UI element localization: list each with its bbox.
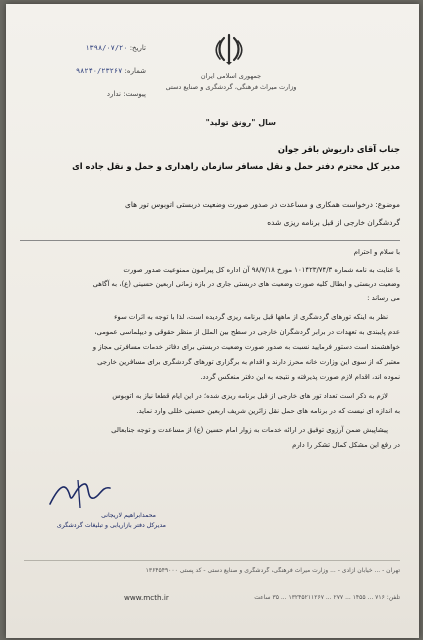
greeting: با سلام و احترام [353, 248, 400, 256]
date-row [36, 44, 146, 52]
footer-divider [24, 560, 400, 561]
subject-line-2: گردشگران خارجی از قبل برنامه ریزی شده [267, 218, 400, 227]
recipient-name: جناب آقای داریوش باقر جوان [277, 144, 400, 154]
country-name: جمهوری اسلامی ایران [200, 72, 262, 80]
letter-page [6, 4, 419, 638]
paragraph-2-line: معتبر که از سوی این وزارت خانه محرز دارند و اقدام به برگزاری تورهای گردشگری برای مسافرین خارجی [97, 358, 400, 366]
footer-website[interactable]: www.mcth.ir [124, 593, 169, 602]
number-label: شماره: [124, 67, 146, 75]
paragraph-2-line: نموده اند، اقدام لازم صورت پذیرفته و نتیجه به این دفتر منعکس گردد. [200, 373, 400, 381]
attachment-label: پیوست: ندارد [106, 90, 146, 98]
subject-divider [20, 240, 400, 241]
date-label: تاریخ: [129, 44, 146, 52]
signature-title: مدیرکل دفتر بازاریابی و تبلیغات گردشگری [56, 522, 166, 529]
paragraph-4-line: پیشاپیش ضمن آرزوی توفیق در ارائه خدمات به زوار امام حسین (ع) از مساعدت و توجه جنابعالی [111, 426, 388, 434]
paragraph-2-line: نظر به اینکه تورهای گردشگری از ماهها قبل برنامه ریزی گردیده است، لذا با توجه به اثرات سوء [114, 313, 388, 321]
recipient-title: مدیر کل محترم دفتر حمل و نقل مسافر سازمان راهداری و حمل و نقل جاده ای [72, 161, 400, 171]
paragraph-2-line: عدم پایبندی به تعهدات در برابر گردشگران خارجی در سطح بین الملل از منظر حقوقی و دیپلماسی عمومی، [94, 328, 400, 336]
year-title: سال "رونق تولید" [205, 118, 276, 127]
handwritten-signature-icon [40, 474, 120, 514]
number-value: ۹۸۲۴۰/۲۳۲۶۷ [75, 67, 123, 75]
paragraph-1-line: می رساند : [367, 294, 400, 302]
footer-address-line-1: تهران - ... خیابان آزادی - ... وزارت میراث فرهنگی، گردشگری و صنایع دستی - کد پستی ۱۳۶۴۵۴۹۰۰۰ [145, 567, 400, 574]
paragraph-1-line: وضعیت دربستی و ابطال کلیه صورت وضعیت های دربستی جاری در بازه زمانی اربعین حسینی (ع)، به آگاهی [92, 280, 400, 288]
paragraph-2-line: خواهشمند است دستور فرمایید نسبت به صدور صورت وضعیت دربستی برای دفاتر خدمات مسافرتی مجاز و [92, 343, 400, 351]
paragraph-3-line: لازم به ذکر است تعداد تور های خارجی از قبل برنامه ریزی شده؛ در این ایام قطعا نیاز به اتوبوس [112, 392, 388, 400]
subject-line-1: موضوع: درخواست همکاری و مساعدت در صدور صورت وضعیت دربستی اتوبوس تور های [125, 200, 400, 209]
paragraph-4-line: در رفع این مشکل کمال تشکر را دارم [292, 441, 400, 449]
number-row [36, 67, 146, 75]
ministry-name: وزارت میراث فرهنگی، گردشگری و صنایع دستی [165, 83, 297, 91]
date-value: ۱۳۹۸/۰۷/۲۰ [85, 44, 128, 52]
attachment-row [36, 90, 146, 98]
footer-address-line-2: تلفن: ۷۱۶ ... ۱۴۵۵ ... ۲۷۷ ... ۱۳۲۴۵۲۱۱۲۶۷ ... ۳۵ ساعت [254, 594, 400, 601]
signature-name: محمدابراهیم لاریجانی [101, 512, 156, 519]
paragraph-1-line: با عنایت به نامه شماره ۱۰۱۴۲۳/۷۴/۳ مورخ ۹۸/۷/۱۸ آن اداره کل پیرامون ممنوعیت صدور صورت [123, 266, 400, 274]
iran-emblem-icon [214, 32, 244, 66]
paragraph-3-line: به اندازه ای نیست که در برنامه های حمل نقل زائرین شریف اربعین حسینی خللی وارد نماید. [136, 407, 400, 415]
